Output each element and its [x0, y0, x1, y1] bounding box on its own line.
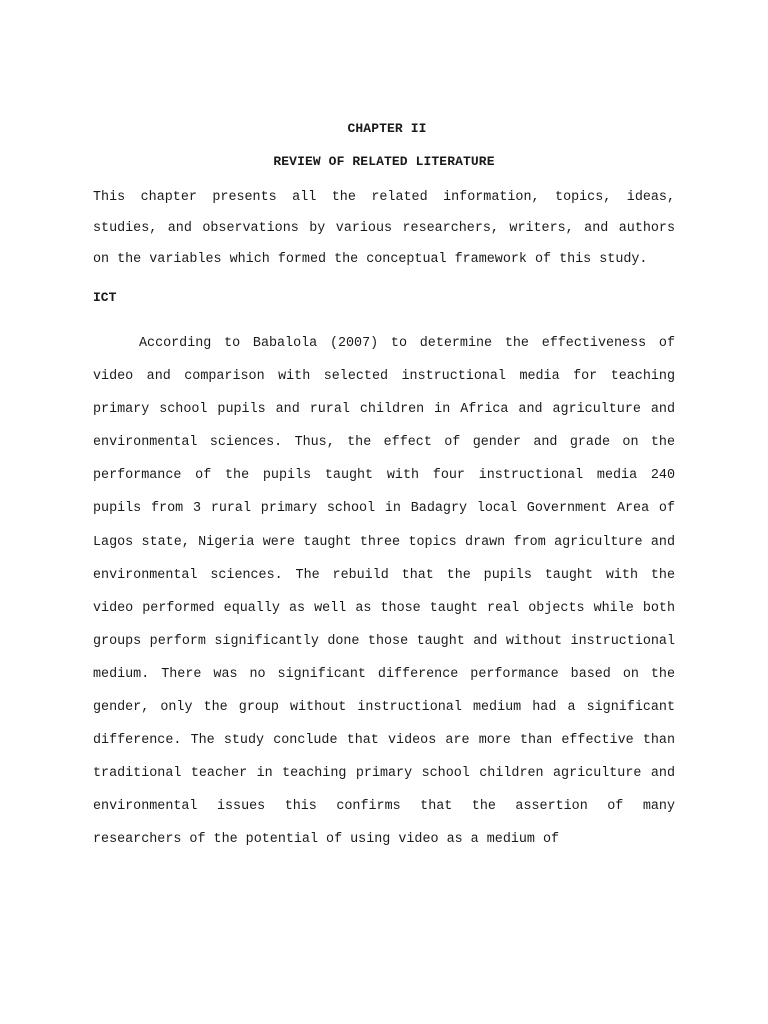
chapter-label: CHAPTER II — [347, 121, 427, 136]
chapter-title: REVIEW OF RELATED LITERATURE — [273, 154, 495, 169]
intro-paragraph: This chapter presents all the related information, topics, ideas, studies, and observations by various researchers, writers, and authors on the variables which formed the conceptual framework of this study. — [93, 190, 675, 267]
body-paragraph: According to Babalola (2007) to determine the effectiveness of video and comparison with selected instructional media for teaching primary school pupils and rural children in Africa and agriculture and environmental sciences. Thus, the effect of gender and grade on the performance of the pupils taught with four instructional media 240 pupils from 3 rural primary school in Badagry local Government Area of Lagos state, Nigeria were taught three topics drawn from agriculture and environmental sciences. The rebuild that the pupils taught with the video performed equally as well as those taught real objects while both groups perform significantly done those taught and without instructional medium. There was no significant difference performance based on the gender, only the group without instructional medium had a significant difference. The study conclude that videos are more than effective than traditional teacher in teaching primary school children agriculture and environmental issues this confirms that the assertion of many researchers of the potential of using video as a medium of — [93, 336, 675, 848]
section-heading: ICT — [93, 290, 117, 305]
